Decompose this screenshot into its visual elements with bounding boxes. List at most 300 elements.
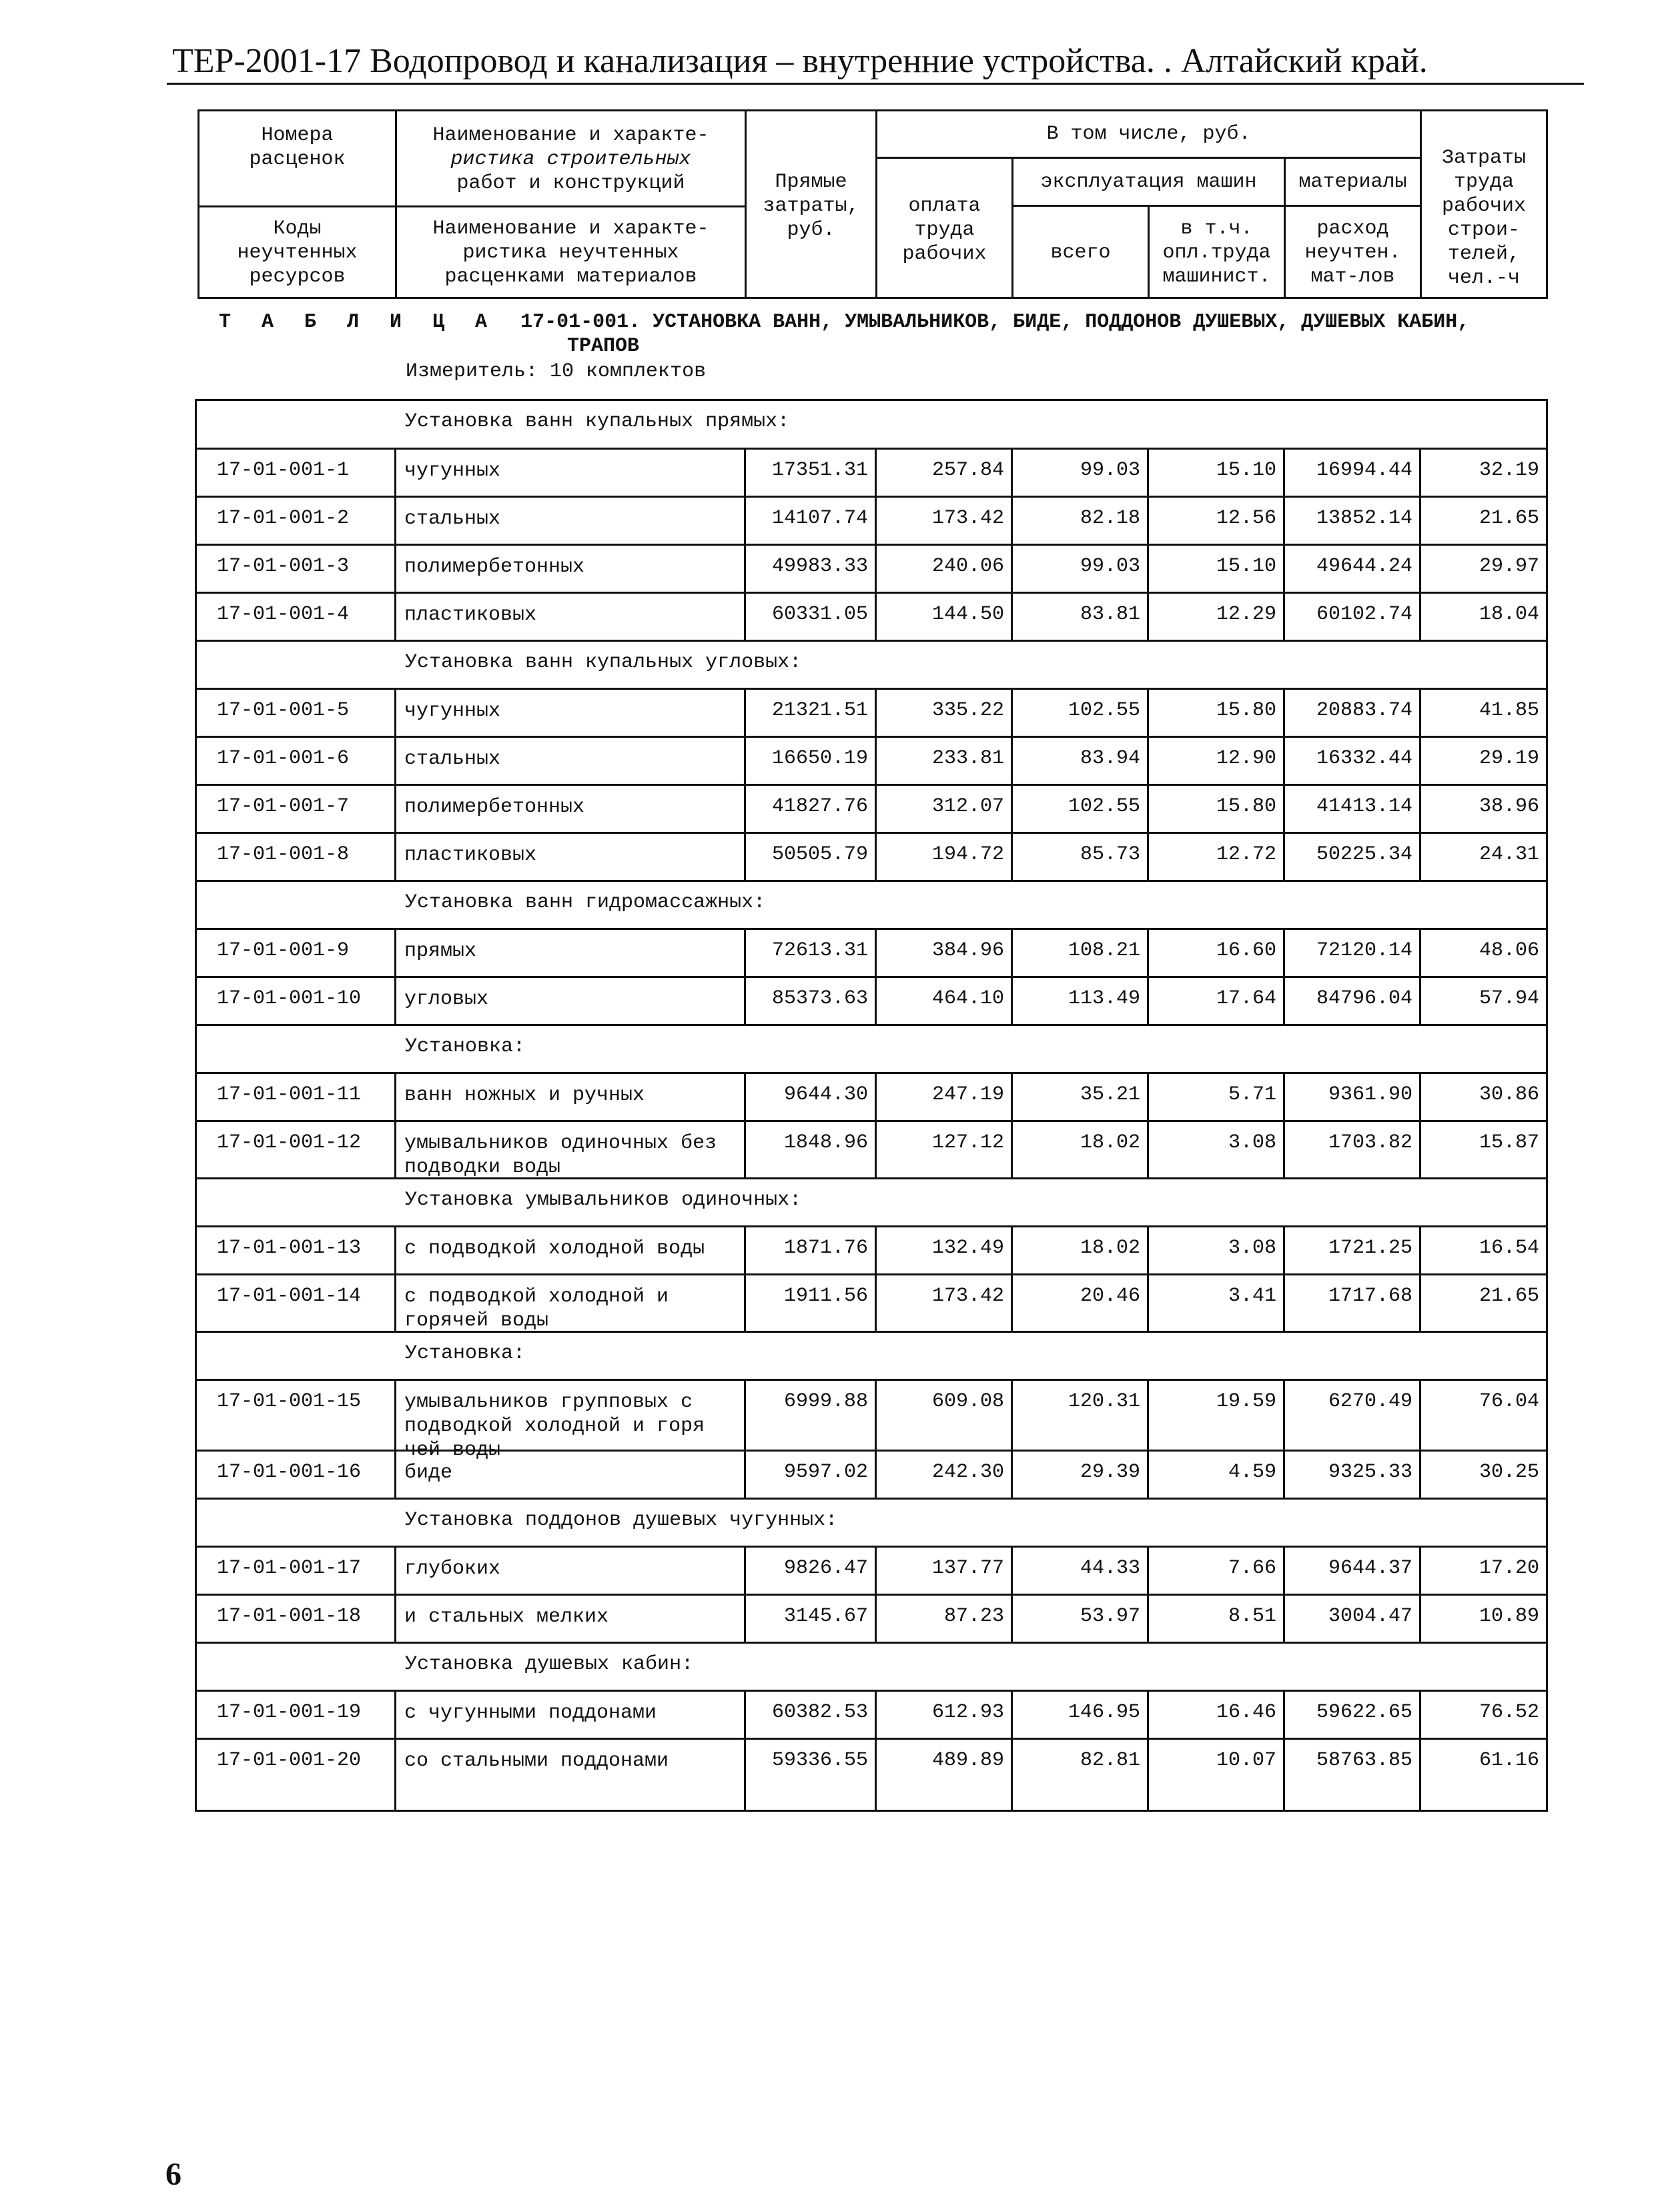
cell-text: 60382.53 — [771, 1701, 868, 1724]
cell-text: 1911.56 — [783, 1285, 868, 1307]
cell-text: 127.12 — [931, 1131, 1004, 1154]
cell-code — [197, 498, 394, 544]
cell-mat — [1283, 546, 1419, 592]
cell-mach — [1011, 1381, 1147, 1450]
cell-labor — [1419, 1548, 1546, 1594]
section-header-row — [197, 401, 1546, 448]
cell-text: 50505.79 — [771, 843, 868, 866]
cell-text: 15.80 — [1216, 795, 1276, 818]
cell-mach — [1011, 1596, 1147, 1642]
cell-text: 5.71 — [1228, 1083, 1276, 1106]
cell-mach — [1011, 1275, 1147, 1331]
section-title: Установка ванн купальных прямых: — [405, 410, 790, 433]
cell-mach-pay — [1147, 546, 1283, 592]
cell-text: 173.42 — [931, 1285, 1004, 1307]
cell-name — [394, 1074, 744, 1120]
cell-text: 19.59 — [1216, 1390, 1276, 1413]
cell-mach-pay — [1147, 1074, 1283, 1120]
cell-pay — [875, 930, 1011, 976]
cell-mach-pay — [1147, 690, 1283, 736]
cell-text: 15.10 — [1216, 555, 1276, 578]
table-row — [197, 1225, 1546, 1273]
cell-mach-pay — [1147, 786, 1283, 832]
cell-mach-pay — [1147, 1740, 1283, 1810]
cell-pay — [875, 1074, 1011, 1120]
cell-code — [197, 1122, 394, 1177]
cell-text: 16332.44 — [1316, 747, 1412, 770]
table-row — [197, 496, 1546, 544]
cell-labor — [1419, 1692, 1546, 1738]
cell-pay — [875, 834, 1011, 880]
cell-text: 1871.76 — [783, 1237, 868, 1259]
col-labor-costs: Затраты труда рабочих строи- телей, чел.-ч — [1441, 147, 1527, 290]
cell-text: 10.07 — [1216, 1749, 1276, 1772]
cell-direct — [744, 1596, 875, 1642]
cell-code — [197, 1692, 394, 1738]
cell-text: 24.31 — [1479, 843, 1539, 866]
col-machine-total: всего — [1050, 241, 1111, 264]
cell-text: 16650.19 — [771, 747, 868, 770]
cell-text: 82.18 — [1080, 507, 1140, 530]
cell-code — [197, 786, 394, 832]
col-machine-ops: эксплуатация машин — [1040, 171, 1257, 193]
section-title: Установка душевых кабин: — [405, 1653, 694, 1676]
section-header-row — [197, 1331, 1546, 1379]
cell-text: стальных — [404, 748, 501, 770]
section-header-row — [197, 1177, 1546, 1225]
cell-direct — [744, 978, 875, 1024]
cell-text: 7.66 — [1228, 1557, 1276, 1580]
cell-text: 18.02 — [1080, 1237, 1140, 1259]
cell-text: 113.49 — [1068, 987, 1140, 1010]
cell-mat — [1283, 690, 1419, 736]
cell-text: 58763.85 — [1316, 1749, 1412, 1772]
cell-text: со стальными поддонами — [404, 1750, 669, 1772]
cell-mat — [1283, 1074, 1419, 1120]
cell-text: 57.94 — [1479, 987, 1539, 1010]
cell-text: прямых — [404, 940, 477, 963]
cell-text: 17-01-001-11 — [217, 1083, 362, 1106]
cell-text: 17-01-001-17 — [217, 1557, 362, 1580]
col-rate-numbers: Номера расценок — [249, 124, 346, 171]
cell-code — [197, 978, 394, 1024]
cell-mach — [1011, 930, 1147, 976]
cell-mat — [1283, 1740, 1419, 1810]
cell-text: 4.59 — [1228, 1461, 1276, 1484]
column-header-table — [197, 109, 1548, 299]
cell-text: 12.56 — [1216, 507, 1276, 530]
cell-code — [197, 1074, 394, 1120]
cell-labor — [1419, 834, 1546, 880]
cell-text: 9597.02 — [783, 1461, 868, 1484]
cell-text: 30.86 — [1479, 1083, 1539, 1106]
table-row — [197, 1738, 1546, 1810]
table-row — [197, 1690, 1546, 1738]
cell-text: 6999.88 — [783, 1390, 868, 1413]
cell-text: 102.55 — [1068, 795, 1140, 818]
cell-name — [394, 498, 744, 544]
cell-name — [394, 738, 744, 784]
cell-mat — [1283, 930, 1419, 976]
cell-text: 72120.14 — [1316, 939, 1412, 962]
cell-direct — [744, 1227, 875, 1273]
cell-direct — [744, 1692, 875, 1738]
cell-text: 3004.47 — [1328, 1605, 1412, 1628]
cell-direct — [744, 786, 875, 832]
cell-code — [197, 1275, 394, 1331]
cell-text: 146.95 — [1068, 1701, 1140, 1724]
cell-mach-pay — [1147, 594, 1283, 640]
cell-direct — [744, 1452, 875, 1498]
cell-text: 20.46 — [1080, 1285, 1140, 1307]
cell-text: 41.85 — [1479, 699, 1539, 722]
col-machine-incl: в т.ч. опл.труда машинист. — [1162, 217, 1271, 288]
cell-text: умывальников одиночных без подводки воды — [404, 1132, 717, 1179]
cell-mat — [1283, 1227, 1419, 1273]
cell-mach — [1011, 1122, 1147, 1177]
cell-text: 257.84 — [931, 459, 1004, 482]
cell-text: 6270.49 — [1328, 1390, 1412, 1413]
cell-text: 17-01-001-12 — [217, 1131, 362, 1154]
cell-text: 17-01-001-4 — [217, 603, 350, 626]
cell-name — [394, 1275, 744, 1331]
cell-mat — [1283, 1692, 1419, 1738]
table-row — [197, 736, 1546, 784]
cell-text: 20883.74 — [1316, 699, 1412, 722]
cell-text: 17.20 — [1479, 1557, 1539, 1580]
cell-mat — [1283, 450, 1419, 496]
cell-code — [197, 690, 394, 736]
cell-text: 194.72 — [931, 843, 1004, 866]
cell-name — [394, 546, 744, 592]
cell-text: 83.81 — [1080, 603, 1140, 626]
cell-text: 76.52 — [1479, 1701, 1539, 1724]
cell-text: 29.19 — [1479, 747, 1539, 770]
cell-text: 41413.14 — [1316, 795, 1412, 818]
cell-name — [394, 1381, 744, 1462]
section-title: Установка: — [405, 1342, 526, 1365]
cell-text: 15.80 — [1216, 699, 1276, 722]
cell-text: 83.94 — [1080, 747, 1140, 770]
cell-mach-pay — [1147, 738, 1283, 784]
section-title: Установка поддонов душевых чугунных: — [405, 1509, 838, 1532]
cell-text: 9325.33 — [1328, 1461, 1412, 1484]
cell-name — [394, 1227, 744, 1273]
cell-labor — [1419, 1122, 1546, 1177]
section-title: Установка ванн купальных угловых: — [405, 651, 802, 674]
cell-text: 240.06 — [931, 555, 1004, 578]
cell-text: 17-01-001-1 — [217, 459, 350, 482]
cell-text: 17-01-001-16 — [217, 1461, 362, 1484]
cell-text: 17351.31 — [771, 459, 868, 482]
cell-labor — [1419, 738, 1546, 784]
page-number: 6 — [165, 2157, 181, 2192]
cell-labor — [1419, 1381, 1546, 1450]
cell-text: 173.42 — [931, 507, 1004, 530]
section-header-row — [197, 880, 1546, 928]
cell-text: глубоких — [404, 1558, 501, 1580]
cell-text: 50225.34 — [1316, 843, 1412, 866]
cell-text: 85373.63 — [771, 987, 868, 1010]
cell-mach-pay — [1147, 1452, 1283, 1498]
cell-text: 12.72 — [1216, 843, 1276, 866]
cell-text: 49983.33 — [771, 555, 868, 578]
cell-name — [394, 1740, 744, 1810]
cell-mach-pay — [1147, 498, 1283, 544]
cell-text: 16.54 — [1479, 1237, 1539, 1259]
cell-text: 1848.96 — [783, 1131, 868, 1154]
cell-name — [394, 594, 744, 640]
cell-direct — [744, 1740, 875, 1810]
cell-code — [197, 1227, 394, 1273]
cell-text: 87.23 — [943, 1605, 1004, 1628]
cell-text: ванн ножных и ручных — [404, 1084, 645, 1107]
table-row — [197, 832, 1546, 880]
cell-mat — [1283, 738, 1419, 784]
cell-text: 17-01-001-15 — [217, 1390, 362, 1413]
cell-labor — [1419, 978, 1546, 1024]
cell-direct — [744, 1381, 875, 1450]
cell-text: 29.39 — [1080, 1461, 1140, 1484]
cell-text: 3.08 — [1228, 1131, 1276, 1154]
cell-pay — [875, 1227, 1011, 1273]
cell-labor — [1419, 594, 1546, 640]
cell-text: 16994.44 — [1316, 459, 1412, 482]
cell-labor — [1419, 1227, 1546, 1273]
cell-mach — [1011, 498, 1147, 544]
cell-mat — [1283, 498, 1419, 544]
cell-text: 137.77 — [931, 1557, 1004, 1580]
cell-direct — [744, 594, 875, 640]
cell-code — [197, 834, 394, 880]
cell-text: биде — [404, 1462, 453, 1484]
cell-pay — [875, 1381, 1011, 1450]
table-row — [197, 1450, 1546, 1498]
cell-pay — [875, 450, 1011, 496]
cell-pay — [875, 1452, 1011, 1498]
cell-text: 99.03 — [1080, 459, 1140, 482]
cell-text: 464.10 — [931, 987, 1004, 1010]
cell-text: полимербетонных — [404, 556, 585, 578]
cell-text: 41827.76 — [771, 795, 868, 818]
cell-text: 21321.51 — [771, 699, 868, 722]
cell-text: пластиковых — [404, 844, 537, 867]
cell-text: 15.87 — [1479, 1131, 1539, 1154]
col-materials-sub: расход неучтен. мат-лов — [1304, 217, 1401, 288]
cell-text: 30.25 — [1479, 1461, 1539, 1484]
cell-text: 17-01-001-19 — [217, 1701, 362, 1724]
col-materials: материалы — [1298, 171, 1407, 193]
cell-pay — [875, 498, 1011, 544]
cell-name — [394, 1596, 744, 1642]
cell-pay — [875, 1692, 1011, 1738]
unit-of-measure: Измеритель: 10 комплектов — [406, 360, 707, 383]
cell-direct — [744, 1275, 875, 1331]
cell-text: 49644.24 — [1316, 555, 1412, 578]
cell-text: 1703.82 — [1328, 1131, 1412, 1154]
cell-name — [394, 690, 744, 736]
cell-mat — [1283, 1122, 1419, 1177]
cell-direct — [744, 738, 875, 784]
cell-text: 14107.74 — [771, 507, 868, 530]
cell-text: 17-01-001-7 — [217, 795, 350, 818]
cell-labor — [1419, 930, 1546, 976]
cell-text: 17-01-001-5 — [217, 699, 350, 722]
cell-name — [394, 1692, 744, 1738]
document-title: ТЕР-2001-17 Водопровод и канализация – внутренние устройства. . Алтайский край. — [172, 42, 1428, 80]
cell-text: 312.07 — [931, 795, 1004, 818]
section-header-row — [197, 1642, 1546, 1690]
cell-direct — [744, 834, 875, 880]
cell-mach — [1011, 738, 1147, 784]
table-label: Т А Б Л И Ц А — [219, 311, 497, 334]
section-title: Установка ванн гидромассажных: — [405, 891, 766, 914]
cell-mach — [1011, 1074, 1147, 1120]
cell-text: 53.97 — [1080, 1605, 1140, 1628]
col-unaccounted-codes: Коды неучтенных ресурсов — [237, 217, 358, 288]
table-row — [197, 1546, 1546, 1594]
cell-text: 76.04 — [1479, 1390, 1539, 1413]
cell-mach — [1011, 786, 1147, 832]
cell-text: 44.33 — [1080, 1557, 1140, 1580]
cell-text: 13852.14 — [1316, 507, 1412, 530]
cell-mach — [1011, 1548, 1147, 1594]
cell-text: 247.19 — [931, 1083, 1004, 1106]
cell-text: 10.89 — [1479, 1605, 1539, 1628]
cell-text: с подводкой холодной и горячей воды — [404, 1285, 669, 1332]
cell-mach — [1011, 450, 1147, 496]
cell-text: полимербетонных — [404, 796, 585, 818]
cell-code — [197, 738, 394, 784]
cell-text: угловых — [404, 988, 489, 1011]
cell-name — [394, 1452, 744, 1498]
cell-direct — [744, 546, 875, 592]
cell-name — [394, 450, 744, 496]
cell-mach-pay — [1147, 930, 1283, 976]
cell-mach — [1011, 1740, 1147, 1810]
section-header-row — [197, 1024, 1546, 1072]
cell-text: 82.81 — [1080, 1749, 1140, 1772]
cell-text: 132.49 — [931, 1237, 1004, 1259]
cell-text: чугунных — [404, 460, 501, 482]
cell-text: 29.97 — [1479, 555, 1539, 578]
cell-text: 3.41 — [1228, 1285, 1276, 1307]
cell-text: 17-01-001-2 — [217, 507, 350, 530]
cell-pay — [875, 738, 1011, 784]
cell-mach — [1011, 834, 1147, 880]
cell-text: 12.90 — [1216, 747, 1276, 770]
cell-text: 1721.25 — [1328, 1237, 1412, 1259]
cell-mat — [1283, 1381, 1419, 1450]
cell-text: 335.22 — [931, 699, 1004, 722]
col-labor-pay: оплата труда рабочих — [902, 195, 987, 265]
cell-mat — [1283, 1548, 1419, 1594]
cell-mat — [1283, 1596, 1419, 1642]
cell-mach-pay — [1147, 1692, 1283, 1738]
cell-text: 17.64 — [1216, 987, 1276, 1010]
cell-mach-pay — [1147, 1548, 1283, 1594]
cell-mat — [1283, 1275, 1419, 1331]
cell-text: 612.93 — [931, 1701, 1004, 1724]
cell-text: с подводкой холодной воды — [404, 1237, 705, 1260]
cell-mat — [1283, 1452, 1419, 1498]
cell-mach-pay — [1147, 450, 1283, 496]
cell-labor — [1419, 1275, 1546, 1331]
cell-text: 17-01-001-13 — [217, 1237, 362, 1259]
cell-code — [197, 450, 394, 496]
cell-text: 17-01-001-10 — [217, 987, 362, 1010]
cell-pay — [875, 1122, 1011, 1177]
cell-text: 233.81 — [931, 747, 1004, 770]
cell-text: пластиковых — [404, 604, 537, 626]
cell-mach-pay — [1147, 1596, 1283, 1642]
table-row — [197, 1379, 1546, 1462]
cell-text: 48.06 — [1479, 939, 1539, 962]
cell-text: 32.19 — [1479, 459, 1539, 482]
cell-text: и стальных мелких — [404, 1606, 609, 1628]
cell-text: 21.65 — [1479, 1285, 1539, 1307]
cell-mach — [1011, 594, 1147, 640]
cell-text: умывальников групповых с подводкой холодной и горя чей воды — [404, 1391, 705, 1462]
cell-mach-pay — [1147, 1122, 1283, 1177]
cell-text: 60102.74 — [1316, 603, 1412, 626]
cell-text: 102.55 — [1068, 699, 1140, 722]
cell-text: 12.29 — [1216, 603, 1276, 626]
cell-direct — [744, 450, 875, 496]
cell-labor — [1419, 1074, 1546, 1120]
cell-code — [197, 930, 394, 976]
cell-labor — [1419, 546, 1546, 592]
cell-direct — [744, 1548, 875, 1594]
cell-direct — [744, 930, 875, 976]
table-row — [197, 544, 1546, 592]
cell-text: 17-01-001-14 — [217, 1285, 362, 1307]
section-header-row — [197, 640, 1546, 688]
cell-pay — [875, 594, 1011, 640]
cell-text: 17-01-001-8 — [217, 843, 350, 866]
table-row — [197, 928, 1546, 976]
cell-code — [197, 1740, 394, 1810]
cell-mat — [1283, 786, 1419, 832]
cell-direct — [744, 1074, 875, 1120]
cell-code — [197, 594, 394, 640]
col-work-name: Наименование и характе- ристика строительных работ и конструкций — [432, 124, 709, 195]
cell-text: 17-01-001-6 — [217, 747, 350, 770]
cell-text: 59336.55 — [771, 1749, 868, 1772]
table-row — [197, 1273, 1546, 1331]
table-row — [197, 448, 1546, 496]
cell-code — [197, 546, 394, 592]
cell-mat — [1283, 978, 1419, 1024]
cell-direct — [744, 690, 875, 736]
cell-text: 59622.65 — [1316, 1701, 1412, 1724]
cell-text: 99.03 — [1080, 555, 1140, 578]
table-row — [197, 784, 1546, 832]
cell-mach — [1011, 1227, 1147, 1273]
cell-text: 3145.67 — [783, 1605, 868, 1628]
cell-labor — [1419, 786, 1546, 832]
cell-mach-pay — [1147, 1381, 1283, 1450]
cell-mach — [1011, 546, 1147, 592]
cell-mat — [1283, 834, 1419, 880]
cell-text: 38.96 — [1479, 795, 1539, 818]
cell-mach — [1011, 978, 1147, 1024]
cell-labor — [1419, 690, 1546, 736]
table-row — [197, 1072, 1546, 1120]
cell-text: 144.50 — [931, 603, 1004, 626]
cell-name — [394, 786, 744, 832]
table-row — [197, 1120, 1546, 1177]
